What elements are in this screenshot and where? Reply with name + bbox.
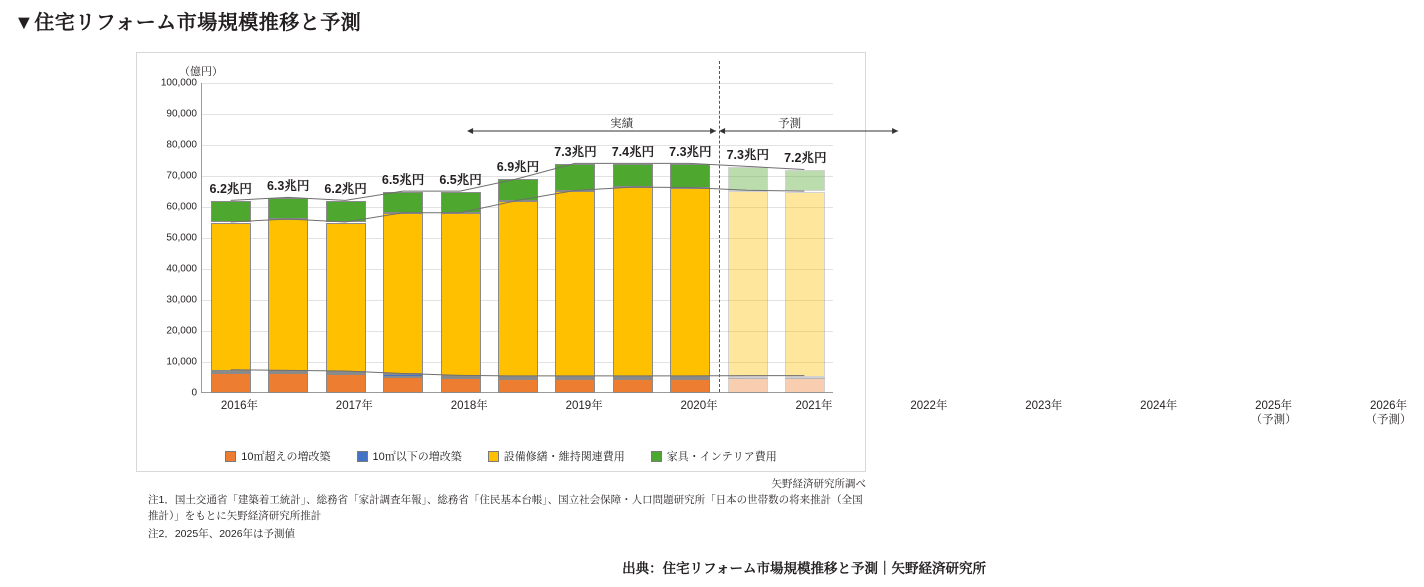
bar-total-label: 7.3兆円	[669, 144, 712, 159]
bar-segment	[728, 377, 768, 379]
x-axis-label-group	[549, 399, 619, 413]
y-axis-tick-label: 60,000	[166, 201, 197, 213]
chart-unit-label: （億円）	[179, 66, 223, 78]
bar-segment	[728, 191, 768, 377]
phase-label-forecast: 予測	[778, 118, 802, 130]
bar-total-label: 6.5兆円	[381, 172, 425, 187]
bar-segment	[268, 198, 308, 220]
y-axis-tick-label: 40,000	[166, 263, 197, 275]
bar-total-label: 7.4兆円	[611, 144, 655, 159]
x-axis-tick-label: 2022年	[910, 400, 948, 412]
y-axis-tick-label: 50,000	[166, 232, 197, 244]
y-axis-tick-label: 10,000	[166, 356, 197, 368]
legend-swatch-icon	[357, 451, 368, 462]
legend-swatch-icon	[225, 451, 236, 462]
bar-total-label: 7.3兆円	[726, 147, 769, 162]
bar-segment	[326, 223, 366, 372]
bar-segment	[268, 219, 308, 371]
x-axis-tick-label: 2024年	[1140, 400, 1178, 412]
legend-item	[225, 448, 330, 464]
bar-segment	[326, 372, 366, 374]
x-axis-label-group	[434, 399, 504, 413]
footnotes	[148, 492, 868, 542]
source-note: 矢野経済研究所調べ	[771, 478, 866, 490]
y-axis-tick-label: 0	[191, 387, 197, 399]
bar-segment	[211, 373, 251, 393]
x-axis-label-group	[1239, 399, 1309, 428]
legend-swatch-icon	[651, 451, 662, 462]
x-axis-tick-label: 2017年	[335, 400, 373, 412]
x-axis-label-group	[1124, 399, 1194, 413]
bar-segment	[211, 371, 251, 373]
x-axis-tick-label: 2023年	[1025, 400, 1063, 412]
bar-total-label: 6.5兆円	[439, 172, 482, 187]
bar-segment	[441, 213, 481, 376]
bar-segment	[383, 213, 423, 374]
bar-segment	[268, 373, 308, 393]
x-axis-tick-sublabel: （予測）	[1250, 414, 1297, 427]
bar-segment	[498, 179, 538, 201]
footer-source: 出典：住宅リフォーム市場規模推移と予測｜矢野経済研究所	[622, 561, 986, 576]
y-axis-tick-label: 90,000	[166, 108, 197, 120]
bar-segment	[613, 377, 653, 379]
bar-segment	[498, 379, 538, 393]
bar-total-label: 6.2兆円	[324, 181, 367, 196]
x-axis-label-group	[894, 399, 964, 413]
page-title: ▼住宅リフォーム市場規模推移と予測	[14, 12, 362, 34]
x-axis-tick-label: 2020年	[680, 400, 718, 412]
legend-item	[651, 448, 777, 464]
x-axis-tick-label: 2016年	[220, 400, 258, 412]
legend-label: 設備修繕・維持関連費用	[503, 451, 625, 463]
bar-segment	[670, 188, 710, 377]
bar-segment	[326, 374, 366, 393]
x-axis-label-group	[319, 399, 389, 413]
bar-segment	[383, 192, 423, 214]
y-axis-tick-label: 70,000	[166, 170, 197, 182]
chart-card	[136, 52, 1412, 472]
x-axis-label-group	[779, 399, 849, 413]
bar-segment	[555, 377, 595, 379]
bar-segment	[498, 377, 538, 379]
y-axis-tick-label: 30,000	[166, 294, 197, 306]
bar-total-label: 6.2兆円	[209, 181, 252, 196]
legend-item	[357, 448, 462, 464]
bar-segment	[670, 379, 710, 393]
x-axis-tick-label: 2025年	[1255, 400, 1293, 412]
chart-legend	[137, 448, 865, 464]
bar-segment	[441, 376, 481, 378]
bar-segment	[268, 371, 308, 373]
bar-segment	[785, 170, 825, 192]
bar-segment	[613, 379, 653, 393]
bar-segment	[383, 377, 423, 393]
x-axis-tick-label: 2018年	[450, 400, 488, 412]
x-axis-tick-label: 2021年	[795, 400, 833, 412]
legend-label: 10㎡以下の増改築	[372, 451, 462, 463]
x-axis-tick-label: 2019年	[565, 400, 603, 412]
x-axis-label-group	[204, 399, 274, 413]
legend-item	[488, 448, 625, 464]
x-axis-label-group	[1354, 399, 1424, 428]
bar-segment	[211, 201, 251, 223]
bar-segment	[555, 164, 595, 191]
bar-segment	[785, 378, 825, 393]
bar-segment	[613, 164, 653, 188]
forecast-divider	[719, 61, 720, 392]
bar-segment	[785, 192, 825, 377]
y-axis-tick-label: 100,000	[160, 77, 197, 89]
x-axis-tick-sublabel: （予測）	[1365, 414, 1412, 427]
bar-total-label: 7.2兆円	[784, 150, 827, 165]
bar-segment	[211, 223, 251, 371]
legend-label: 家具・インテリア費用	[666, 451, 777, 463]
bar-segment	[441, 192, 481, 214]
bar-segment	[555, 191, 595, 377]
bar-segment	[785, 377, 825, 379]
bar-segment	[441, 378, 481, 393]
bar-segment	[498, 201, 538, 377]
bar-segment	[383, 374, 423, 376]
legend-swatch-icon	[488, 451, 499, 462]
x-axis-label-group	[664, 399, 734, 413]
bar-segment	[555, 379, 595, 393]
bar-total-label: 6.3兆円	[266, 178, 310, 193]
bar-total-label: 7.3兆円	[554, 144, 597, 159]
footnote-line: 注2．2025年、2026年は予測値	[148, 527, 296, 540]
y-axis-tick-label: 80,000	[166, 139, 197, 151]
x-axis-tick-label: 2026年	[1369, 400, 1408, 412]
bar-segment	[670, 377, 710, 379]
x-axis-label-group	[1009, 399, 1079, 413]
phase-label-actual: 実績	[610, 118, 634, 130]
footnote-line: 注1．国土交通省「建築着工統計」、総務省「家計調査年報」、総務省「住民基本台帳」、国立社会保障・人口問題研究所「日本の世帯数の将来推計（全国推計）」をもとに矢野経済研究所推計	[148, 494, 863, 523]
bar-segment	[613, 187, 653, 376]
bar-segment	[670, 164, 710, 188]
phase-arrows	[201, 119, 833, 159]
legend-label: 10㎡超えの増改築	[241, 451, 331, 463]
bar-segment	[728, 378, 768, 393]
y-axis-tick-label: 20,000	[166, 325, 197, 337]
bar-segment	[728, 167, 768, 191]
bar-segment	[326, 201, 366, 223]
bar-total-label: 6.9兆円	[496, 160, 540, 175]
